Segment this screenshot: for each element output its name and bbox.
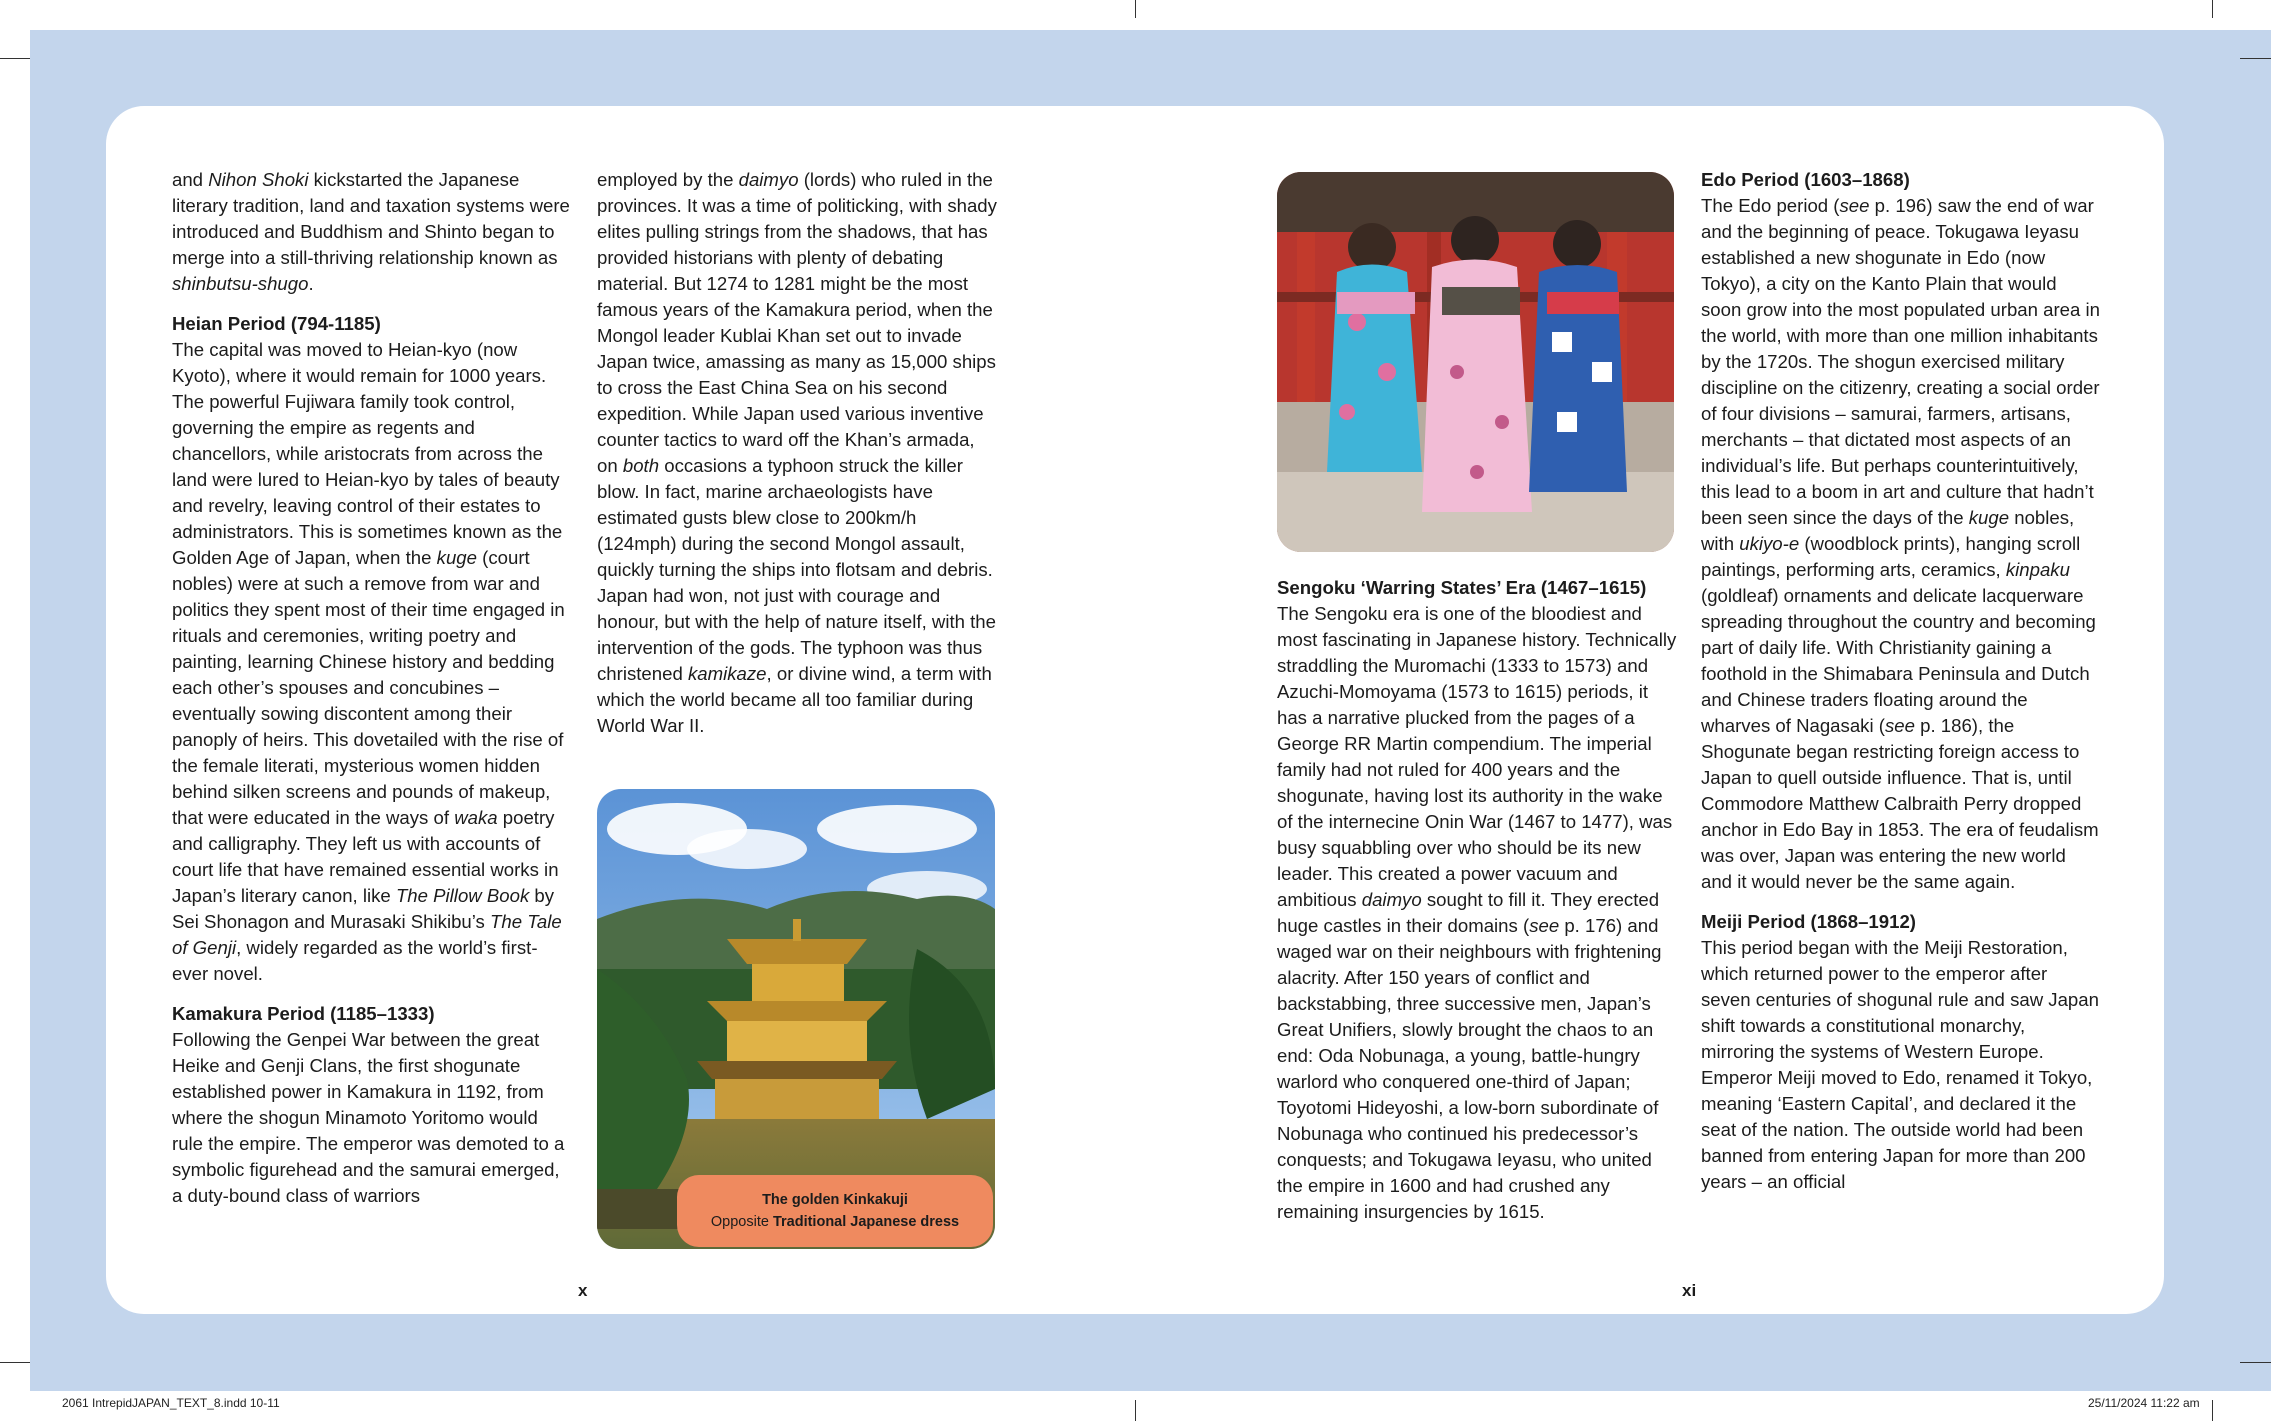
- italic-term: The Pillow Book: [395, 885, 530, 906]
- italic-term: kuge: [436, 547, 477, 568]
- italic-term: Nihon Shoki: [208, 169, 309, 190]
- kamakura-continued-paragraph: employed by the daimyo (lords) who ruled in the provinces. It was a time of politicking, with shady elites pulling strings from the shadows, that has provided historians with plenty of debating material. But 1274 to 1281 might be the most famous years of the Kamakura period, when the Mongol leader Kublai Khan set out to invade Japan twice, amassing as many as 15,000 ships to cross the East China Sea on his second expedition. While Japan used various inventive counter tactics to ward off the Khan’s armada, on both occasions a typhoon struck the killer blow. In fact, marine archaeologists have estimated gusts blew close to 200km/h (124mph) during the second Mongol assault, quickly turning the ships into flotsam and debris. Japan had won, not just with courage and honour, but with the help of nature itself, with the intervention of the gods. The typhoon was thus christened kamikaze, or divine wind, a term with which the world became all too familiar during World War II.: [597, 169, 997, 736]
- italic-term: see: [1884, 715, 1915, 736]
- intro-paragraph: and Nihon Shoki kickstarted the Japanese literary tradition, land and taxation systems were introduced and Buddhism and Shinto began to merge into a still-thriving relationship known as shinbutsu-shugo.: [172, 169, 570, 294]
- crop-mark: [2212, 1400, 2213, 1421]
- italic-term: daimyo: [738, 169, 799, 190]
- edo-heading: Edo Period (1603–1868): [1701, 169, 1910, 190]
- crop-mark: [0, 1362, 30, 1363]
- kimono-photo: [1277, 172, 1674, 552]
- italic-term: The Tale of Genji: [172, 911, 562, 958]
- left-folio: x: [578, 1281, 588, 1300]
- italic-term: waka: [454, 807, 498, 828]
- crop-mark: [2240, 1362, 2271, 1363]
- crop-mark: [2240, 58, 2271, 59]
- italic-term: kuge: [1968, 507, 2010, 528]
- kamakura-heading: Kamakura Period (1185–1333): [172, 1003, 435, 1024]
- italic-term: kamikaze: [687, 663, 767, 684]
- right-page-column-3: [1277, 575, 1677, 1239]
- italic-term: see: [1529, 915, 1560, 936]
- edo-paragraph: The Edo period (see p. 196) saw the end of war and the beginning of peace. Tokugawa Ieyasu established a new shogunate in Edo (now Tokyo), a city on the Kanto Plain that would soon grow into the most populated urban area in the world, with more than one million inhabitants by the 1720s. The shogun exercised military discipline on the citizenry, creating a social order of four divisions – samurai, farmers, artisans, merchants – that dictated most aspects of an individual’s life. But perhaps counterintuitively, this lead to a boom in art and culture that hadn’t been seen since the days of the kuge nobles, with ukiyo-e (woodblock prints), hanging scroll paintings, performing arts, ceramics, kinpaku (goldleaf) ornaments and delicate lacquerware spreading throughout the country and becoming part of daily life. With Christianity gaining a foothold in the Shimabara Peninsula and Dutch and Chinese traders floating around the wharves of Nagasaki (see p. 186), the Shogunate began restricting foreign access to Japan to quell outside influence. That is, until Commodore Matthew Calbraith Perry dropped anchor in Edo Bay in 1853. The era of feudalism was over, Japan was entering the new world and it would never be the same again.: [1701, 195, 2100, 892]
- right-folio: xi: [1682, 1281, 1697, 1300]
- left-page-column-1: [172, 167, 572, 1223]
- sengoku-paragraph: The Sengoku era is one of the bloodiest and most fascinating in Japanese history. Technically straddling the Muromachi (1333 to 1573) and Azuchi-Momoyama (1573 to 1615) periods, it has a narrative plucked from the pages of a George RR Martin compendium. The imperial family had not ruled for 400 years and the shogunate, having lost its authority in the wake of the internecine Onin War (1467 to 1477), was busy squabbling over who should be its new leader. This created a power vacuum and ambitious daimyo sought to fill it. They erected huge castles in their domains (see p. 176) and waged war on their neighbours with frightening alacrity. After 150 years of conflict and backstabbing, three successive men, Japan’s Great Unifiers, slowly brought the chaos to an end: Oda Nobunaga, a young, battle-hungry warlord who conquered one-third of Japan; Toyotomi Hideyoshi, a low-born subordinate of Nobunaga who continued his predecessor’s conquests; and Tokugawa Ieyasu, who united the empire in 1600 and had crushed any remaining insurgencies by 1615.: [1277, 603, 1677, 1222]
- crop-mark: [1135, 0, 1136, 18]
- slug-timestamp: 25/11/2024 11:22 am: [2088, 1396, 2200, 1410]
- crop-mark: [2212, 0, 2213, 18]
- italic-term: both: [622, 455, 660, 476]
- italic-term: ukiyo-e: [1739, 533, 1800, 554]
- meiji-paragraph: This period began with the Meiji Restoration, which returned power to the emperor after seven centuries of shogunal rule and saw Japan shift towards a constitutional monarchy, mirroring the systems of Western Europe. Emperor Meiji moved to Edo, renamed it Tokyo, meaning ‘Eastern Capital’, and declared it the seat of the nation. The outside world had been banned from entering Japan for more than 200 years – an official: [1701, 937, 2099, 1192]
- caption-prefix: Opposite: [710, 1214, 773, 1230]
- italic-term: shinbutsu-shugo: [172, 273, 309, 294]
- heian-paragraph: The capital was moved to Heian-kyo (now Kyoto), where it would remain for 1000 years. The powerful Fujiwara family took control, governing the empire as regents and chancellors, while aristocrats from across the land were lured to Heian-kyo by tales of beauty and revelry, leaving control of their estates to administrators. This is sometimes known as the Golden Age of Japan, when the kuge (court nobles) were at such a remove from war and politics they spent most of their time engaged in rituals and ceremonies, writing poetry and painting, learning Chinese history and bedding each other’s spouses and concubines – eventually sowing discontent among their panoply of heirs. This dovetailed with the rise of the female literati, mysterious women hidden behind silken screens and pounds of makeup, that were educated in the ways of waka poetry and calligraphy. They left us with accounts of court life that have remained essential works in Japan’s literary canon, like The Pillow Book by Sei Shonagon and Murasaki Shikibu’s The Tale of Genji, widely regarded as the world’s first-ever novel.: [172, 339, 565, 984]
- italic-term: daimyo: [1361, 889, 1422, 910]
- sengoku-heading: Sengoku ‘Warring States’ Era (1467–1615): [1277, 577, 1647, 598]
- photo-caption: [677, 1175, 993, 1247]
- crop-mark: [1135, 1400, 1136, 1421]
- left-page-column-2: [597, 167, 997, 753]
- slug-file-info: 2061 IntrepidJAPAN_TEXT_8.indd 10-11: [62, 1396, 280, 1410]
- italic-term: kinpaku: [2005, 559, 2070, 580]
- caption-title: The golden Kinkakuji: [762, 1192, 908, 1208]
- meiji-heading: Meiji Period (1868–1912): [1701, 911, 1916, 932]
- right-page-column-4: [1701, 167, 2101, 1209]
- caption-opposite: Traditional Japanese dress: [772, 1214, 960, 1230]
- crop-mark: [0, 58, 30, 59]
- kamakura-paragraph: Following the Genpei War between the great Heike and Genji Clans, the first shogunate established power in Kamakura in 1192, from where the shogun Minamoto Yoritomo would rule the empire. The emperor was demoted to a symbolic figurehead and the samurai emerged, a duty-bound class of warriors: [172, 1029, 565, 1206]
- heian-heading: Heian Period (794-1185): [172, 313, 381, 334]
- italic-term: see: [1839, 195, 1870, 216]
